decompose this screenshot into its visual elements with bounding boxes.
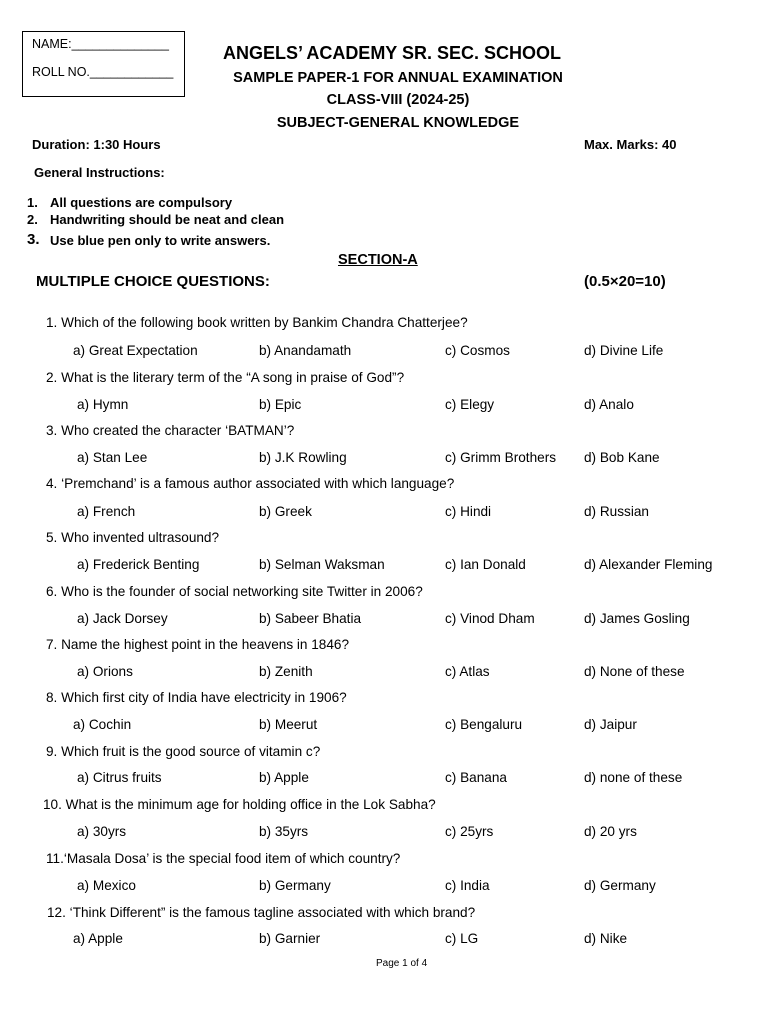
option-a: a) 30yrs [77, 824, 127, 839]
option-d: d) Russian [584, 504, 649, 519]
option-c: c) Hindi [445, 504, 492, 519]
question-text: 2. What is the literary term of the “A song in praise of God”? [46, 370, 405, 385]
option-d: d) Germany [584, 878, 656, 893]
option-c: c) India [445, 878, 490, 893]
option-b: b) Greek [259, 504, 312, 519]
option-b: b) Germany [259, 878, 331, 893]
option-a: a) Cochin [73, 717, 132, 732]
option-b: b) Selman Waksman [259, 557, 385, 572]
mcq-heading: MULTIPLE CHOICE QUESTIONS: [36, 273, 270, 290]
school-name: ANGELS’ ACADEMY SR. SEC. SCHOOL [222, 43, 562, 63]
question-text: 4. ‘Premchand’ is a famous author associated with which language? [46, 476, 455, 491]
question-text: 9. Which fruit is the good source of vitamin c? [46, 744, 321, 759]
question-text: 12. ‘Think Different” is the famous tagline associated with which brand? [47, 905, 476, 920]
option-d: d) Nike [584, 931, 628, 946]
option-b: b) Apple [259, 770, 309, 785]
option-a: a) Mexico [77, 878, 136, 893]
duration: Duration: 1:30 Hours [32, 137, 161, 152]
roll-number-field-label: ROLL NO.____________ [32, 65, 174, 79]
option-d: d) James Gosling [584, 611, 690, 626]
option-a: a) French [77, 504, 136, 519]
question-text: 1. Which of the following book written by Bankim Chandra Chatterjee? [46, 315, 468, 330]
option-d: d) none of these [584, 770, 683, 785]
question-text: 8. Which first city of India have electricity in 1906? [46, 690, 347, 705]
option-c: c) Bengaluru [445, 717, 523, 732]
option-a: a) Frederick Benting [77, 557, 200, 572]
instruction-text: All questions are compulsory [50, 195, 233, 210]
option-b: b) Zenith [259, 664, 313, 679]
question-text: 3. Who created the character ‘BATMAN’? [46, 423, 295, 438]
student-info-box [22, 31, 185, 97]
option-c: c) Elegy [445, 397, 495, 412]
section-heading: SECTION-A [338, 252, 418, 268]
question-text: 11.‘Masala Dosa’ is the special food item of which country? [46, 851, 401, 866]
mcq-marks: (0.5×20=10) [584, 273, 666, 290]
option-d: d) None of these [584, 664, 685, 679]
option-d: d) Jaipur [584, 717, 637, 732]
option-d: d) 20 yrs [584, 824, 637, 839]
question-text: 5. Who invented ultrasound? [46, 530, 220, 545]
option-c: c) Vinod Dham [445, 611, 535, 626]
max-marks: Max. Marks: 40 [584, 137, 677, 152]
question-text: 7. Name the highest point in the heavens in 1846? [46, 637, 350, 652]
option-a: a) Orions [77, 664, 133, 679]
question-text: 6. Who is the founder of social networking site Twitter in 2006? [46, 584, 423, 599]
subject-line: SUBJECT-GENERAL KNOWLEDGE [276, 115, 520, 131]
page-number: Page 1 of 4 [376, 958, 428, 969]
option-c: c) Cosmos [445, 343, 510, 358]
option-d: d) Alexander Fleming [584, 557, 713, 572]
option-c: c) LG [445, 931, 479, 946]
class-line: CLASS-VIII (2024-25) [326, 92, 470, 108]
instruction-text: Use blue pen only to write answers. [50, 233, 271, 248]
option-b: b) Meerut [259, 717, 318, 732]
paper-title: SAMPLE PAPER-1 FOR ANNUAL EXAMINATION [233, 70, 563, 86]
option-a: a) Citrus fruits [77, 770, 162, 785]
option-a: a) Apple [73, 931, 123, 946]
option-b: b) Sabeer Bhatia [259, 611, 362, 626]
option-a: a) Jack Dorsey [77, 611, 168, 626]
option-d: d) Analo [584, 397, 634, 412]
option-c: c) Banana [445, 770, 507, 785]
instructions-heading: General Instructions: [34, 165, 165, 180]
option-c: c) Grimm Brothers [445, 450, 557, 465]
option-d: d) Divine Life [584, 343, 664, 358]
option-b: b) Epic [259, 397, 302, 412]
option-c: c) 25yrs [445, 824, 494, 839]
instruction-number: 1. [27, 195, 38, 210]
option-b: b) J.K Rowling [259, 450, 347, 465]
option-b: b) Garnier [259, 931, 321, 946]
question-text: 10. What is the minimum age for holding office in the Lok Sabha? [43, 797, 436, 812]
instruction-number: 2. [27, 212, 38, 227]
instruction-number: 3. [27, 231, 40, 248]
option-c: c) Atlas [445, 664, 490, 679]
option-d: d) Bob Kane [584, 450, 660, 465]
option-b: b) 35yrs [259, 824, 309, 839]
option-a: a) Stan Lee [77, 450, 148, 465]
name-field-label: NAME:______________ [32, 37, 169, 51]
option-a: a) Great Expectation [73, 343, 198, 358]
instruction-text: Handwriting should be neat and clean [50, 212, 285, 227]
option-c: c) Ian Donald [445, 557, 526, 572]
option-a: a) Hymn [77, 397, 129, 412]
option-b: b) Anandamath [259, 343, 352, 358]
